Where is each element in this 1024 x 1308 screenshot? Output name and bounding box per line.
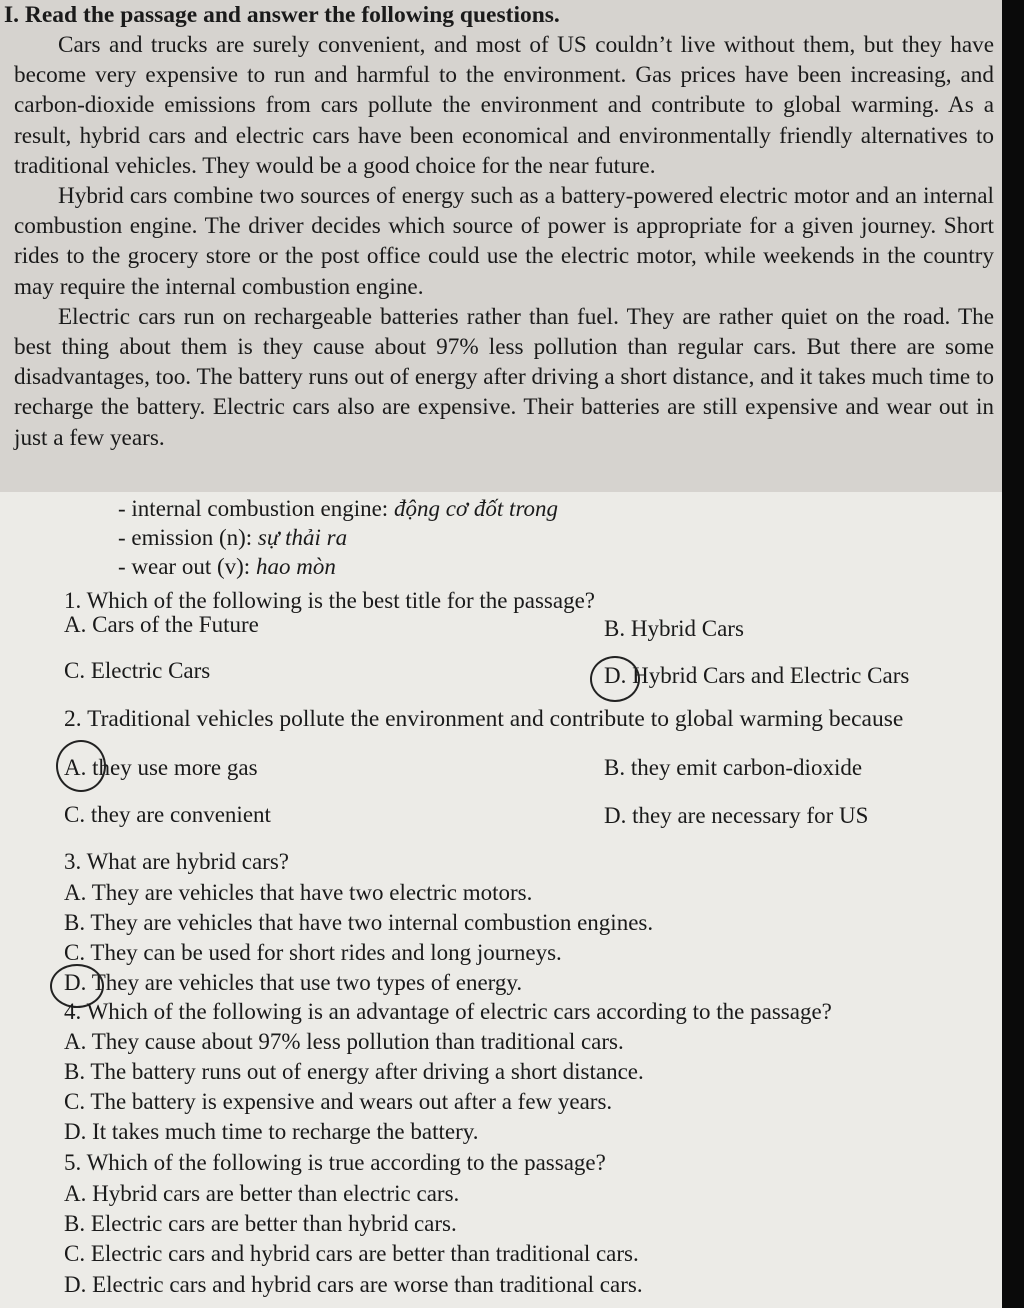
q1-option-d[interactable]: D. Hybrid Cars and Electric Cars bbox=[604, 663, 910, 688]
answer-circle bbox=[56, 740, 106, 792]
q4-option-b[interactable]: B. The battery runs out of energy after driving a short distance. bbox=[64, 1059, 644, 1084]
q1-option-b[interactable]: B. Hybrid Cars bbox=[604, 616, 744, 641]
q3-option-a[interactable]: A. They are vehicles that have two electric motors. bbox=[64, 880, 533, 905]
q2-option-c[interactable]: C. they are convenient bbox=[64, 802, 271, 827]
q4-option-c[interactable]: C. The battery is expensive and wears out after a few years. bbox=[64, 1089, 613, 1114]
q1-option-c[interactable]: C. Electric Cars bbox=[64, 658, 211, 683]
q4-option-d[interactable]: D. It takes much time to recharge the battery. bbox=[64, 1119, 479, 1144]
q3-option-b[interactable]: B. They are vehicles that have two internal combustion engines. bbox=[64, 910, 654, 935]
passage-paragraph: Hybrid cars combine two sources of energy such as a battery-powered electric motor and an internal combustion engine. The driver decides which source of power is appropriate for a given journey. Short rides to the grocery store or the post office could use the electric motor, while weekends in the country may require the internal combustion engine. bbox=[14, 183, 994, 300]
question-3: 3. What are hybrid cars? bbox=[64, 849, 290, 874]
q5-option-b[interactable]: B. Electric cars are better than hybrid cars. bbox=[64, 1211, 457, 1236]
q3-option-c[interactable]: C. They can be used for short rides and long journeys. bbox=[64, 940, 562, 965]
q2-option-d[interactable]: D. they are necessary for US bbox=[604, 803, 869, 828]
passage-paragraph: Electric cars run on rechargeable batteries rather than fuel. They are rather quiet on the road. The best thing about them is they cause about 97% less pollution than regular cars. But there are some disadvantages, too. The battery runs out of energy after driving a short distance, and it takes much time to recharge the battery. Electric cars also are expensive. Their batteries are still expensive and wear out in just a few years. bbox=[14, 303, 994, 451]
q1-option-a[interactable]: A. Cars of the Future bbox=[64, 612, 259, 637]
vocab-item: - wear out (v): hao mòn bbox=[118, 554, 336, 579]
q5-option-c[interactable]: C. Electric cars and hybrid cars are better than traditional cars. bbox=[64, 1241, 639, 1266]
question-1: 1. Which of the following is the best title for the passage? bbox=[64, 588, 595, 613]
question-2: 2. Traditional vehicles pollute the environment and contribute to global warming because bbox=[64, 706, 904, 732]
q2-option-b[interactable]: B. they emit carbon-dioxide bbox=[604, 755, 863, 780]
question-4: 4. Which of the following is an advantage of electric cars according to the passage? bbox=[64, 999, 832, 1024]
q5-option-a[interactable]: A. Hybrid cars are better than electric cars. bbox=[64, 1181, 460, 1206]
q2-option-a[interactable]: A. they use more gas bbox=[64, 755, 258, 780]
vocab-item: - emission (n): sự thải ra bbox=[118, 525, 348, 550]
q3-option-d[interactable]: D. They are vehicles that use two types of energy. bbox=[64, 970, 523, 995]
vocab-item: - internal combustion engine: động cơ đốt trong bbox=[118, 496, 559, 521]
vocabulary-list bbox=[118, 494, 558, 581]
section-heading: I. Read the passage and answer the following questions. bbox=[4, 2, 560, 28]
question-5: 5. Which of the following is true according to the passage? bbox=[64, 1150, 606, 1175]
photo-dark-edge bbox=[1002, 0, 1024, 1308]
q5-option-d[interactable]: D. Electric cars and hybrid cars are worse than traditional cars. bbox=[64, 1272, 643, 1297]
passage-paragraph: Cars and trucks are surely convenient, and most of US couldn’t live without them, but they have become very expensive to run and harmful to the environment. Gas prices have been increasing, and carbon-dioxide emissions from cars pollute the environment and contribute to global warming. As a result, hybrid cars and electric cars have been economical and environmentally friendly alternatives to traditional vehicles. They would be a good choice for the near future. bbox=[14, 32, 994, 179]
passage-box bbox=[0, 0, 1002, 492]
answer-circle bbox=[590, 656, 640, 702]
q4-option-a[interactable]: A. They cause about 97% less pollution than traditional cars. bbox=[64, 1029, 624, 1054]
passage bbox=[14, 30, 994, 453]
